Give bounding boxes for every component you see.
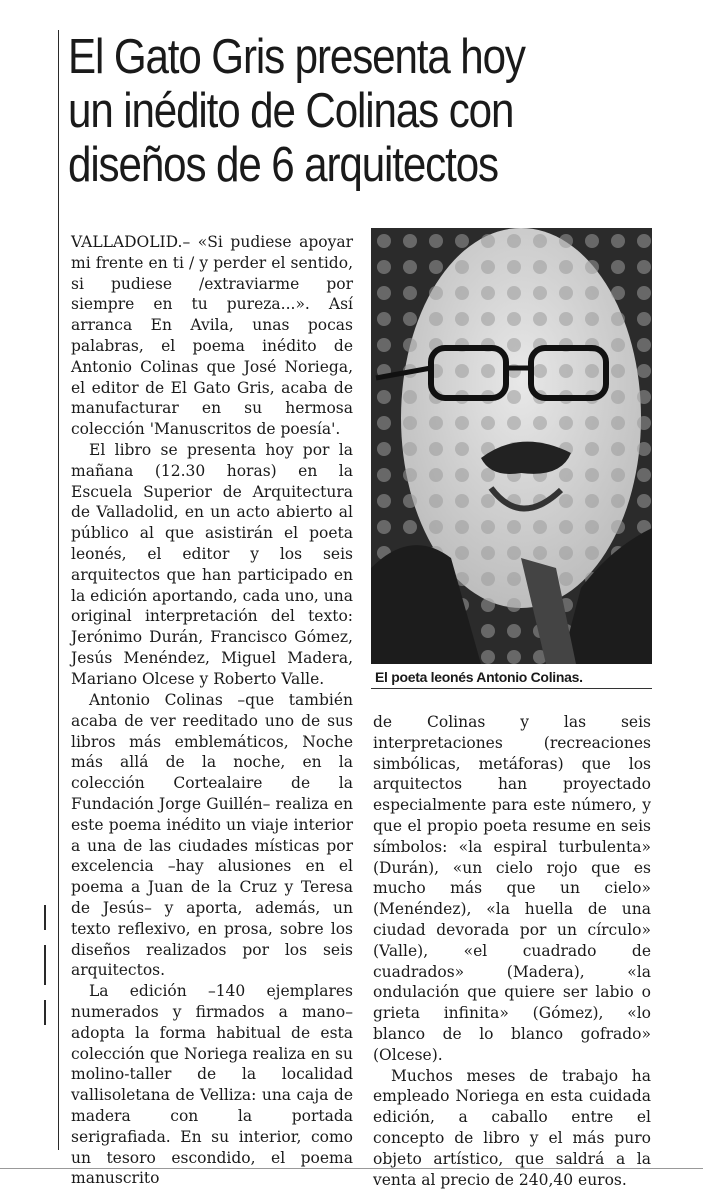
headline-line: El Gato Gris presenta hoy (68, 30, 525, 84)
margin-mark (44, 945, 46, 985)
column-rule (58, 30, 59, 1150)
article-paragraph: La edición –140 ejemplares numerados y firmados a mano– adopta la forma habitual de esta colección que Noriega realiza en su molino-taller de la localidad vallisoletana de Velliza: una caja de madera con la portada serigrafiada. En su interior, como un tesoro escondido, el poema manuscrito (71, 982, 353, 1188)
article-column-1 (71, 232, 353, 690)
article-paragraph: de Colinas y las seis interpretaciones (recreaciones simbólicas, metáforas) que los arquitectos han proyectado especialmente para este número, y que el propio poeta resume en seis símbolos: «la espiral turbulenta» (Durán), «un cielo rojo que es mucho más que un cielo» (Menéndez), «la huella de una ciudad devorada por un círculo» (Valle), «el cuadrado de cuadrados» (Madera), «la ondulación que quiere ser labio o grieta infinita» (Gómez), «lo blanco de lo blanco gofrado» (Olcese). (373, 713, 651, 1064)
article-paragraph: Muchos meses de trabajo ha empleado Noriega en esta cuidada edición, a caballo entre el concepto de libro y el más puro objeto artístico, que saldrá a la venta al precio de 240,40 euros. (373, 1066, 651, 1189)
page-bottom-rule (0, 1168, 703, 1169)
article-paragraph: VALLADOLID.– «Si pudiese apoyar mi frente en ti / y perder el sentido, si pudiese /extraviarme por siempre en tu pureza...». Así arranca En Avila, unas pocas palabras, el poema inédito de Antonio Colinas que José Noriega, el editor de El Gato Gris, acaba de manufacturar en su hermosa colección 'Manuscritos de poesía'. (71, 233, 353, 439)
photo-caption: El poeta leonés Antonio Colinas. (375, 669, 583, 685)
article-column-1-continued (71, 690, 353, 1189)
portrait-photo (371, 228, 652, 664)
headline-line: diseños de 6 arquitectos (68, 138, 498, 192)
article-paragraph: El libro se presenta hoy por la mañana (12.30 horas) en la Escuela Superior de Arquitectura de Valladolid, en un acto abierto al público al que asistirán el poeta leonés, el editor y los seis arquitectos que han participado en la edición aportando, cada uno, una original interpretación del texto: Jerónimo Durán, Francisco Gómez, Jesús Menéndez, Miguel Madera, Mariano Olcese y Roberto Valle. (71, 440, 353, 688)
headline-line: un inédito de Colinas con (68, 84, 514, 138)
article-column-2 (373, 712, 651, 1190)
margin-mark (44, 905, 46, 930)
headline (68, 30, 610, 192)
margin-mark (44, 1000, 46, 1025)
article-paragraph: Antonio Colinas –que también acaba de ver reeditado uno de sus libros más emblemáticos, Noche más allá de la noche, en la colección Cortealaire de la Fundación Jorge Guillén– realiza en este poema inédito un viaje interior a una de las ciudades místicas por excelencia –hay alusiones en el poema a Juan de la Cruz y Teresa de Jesús– y aporta, además, un texto reflexivo, en prosa, sobre los diseños realizados por los seis arquitectos. (71, 691, 353, 980)
portrait-illustration (371, 228, 652, 664)
caption-rule (371, 688, 652, 689)
